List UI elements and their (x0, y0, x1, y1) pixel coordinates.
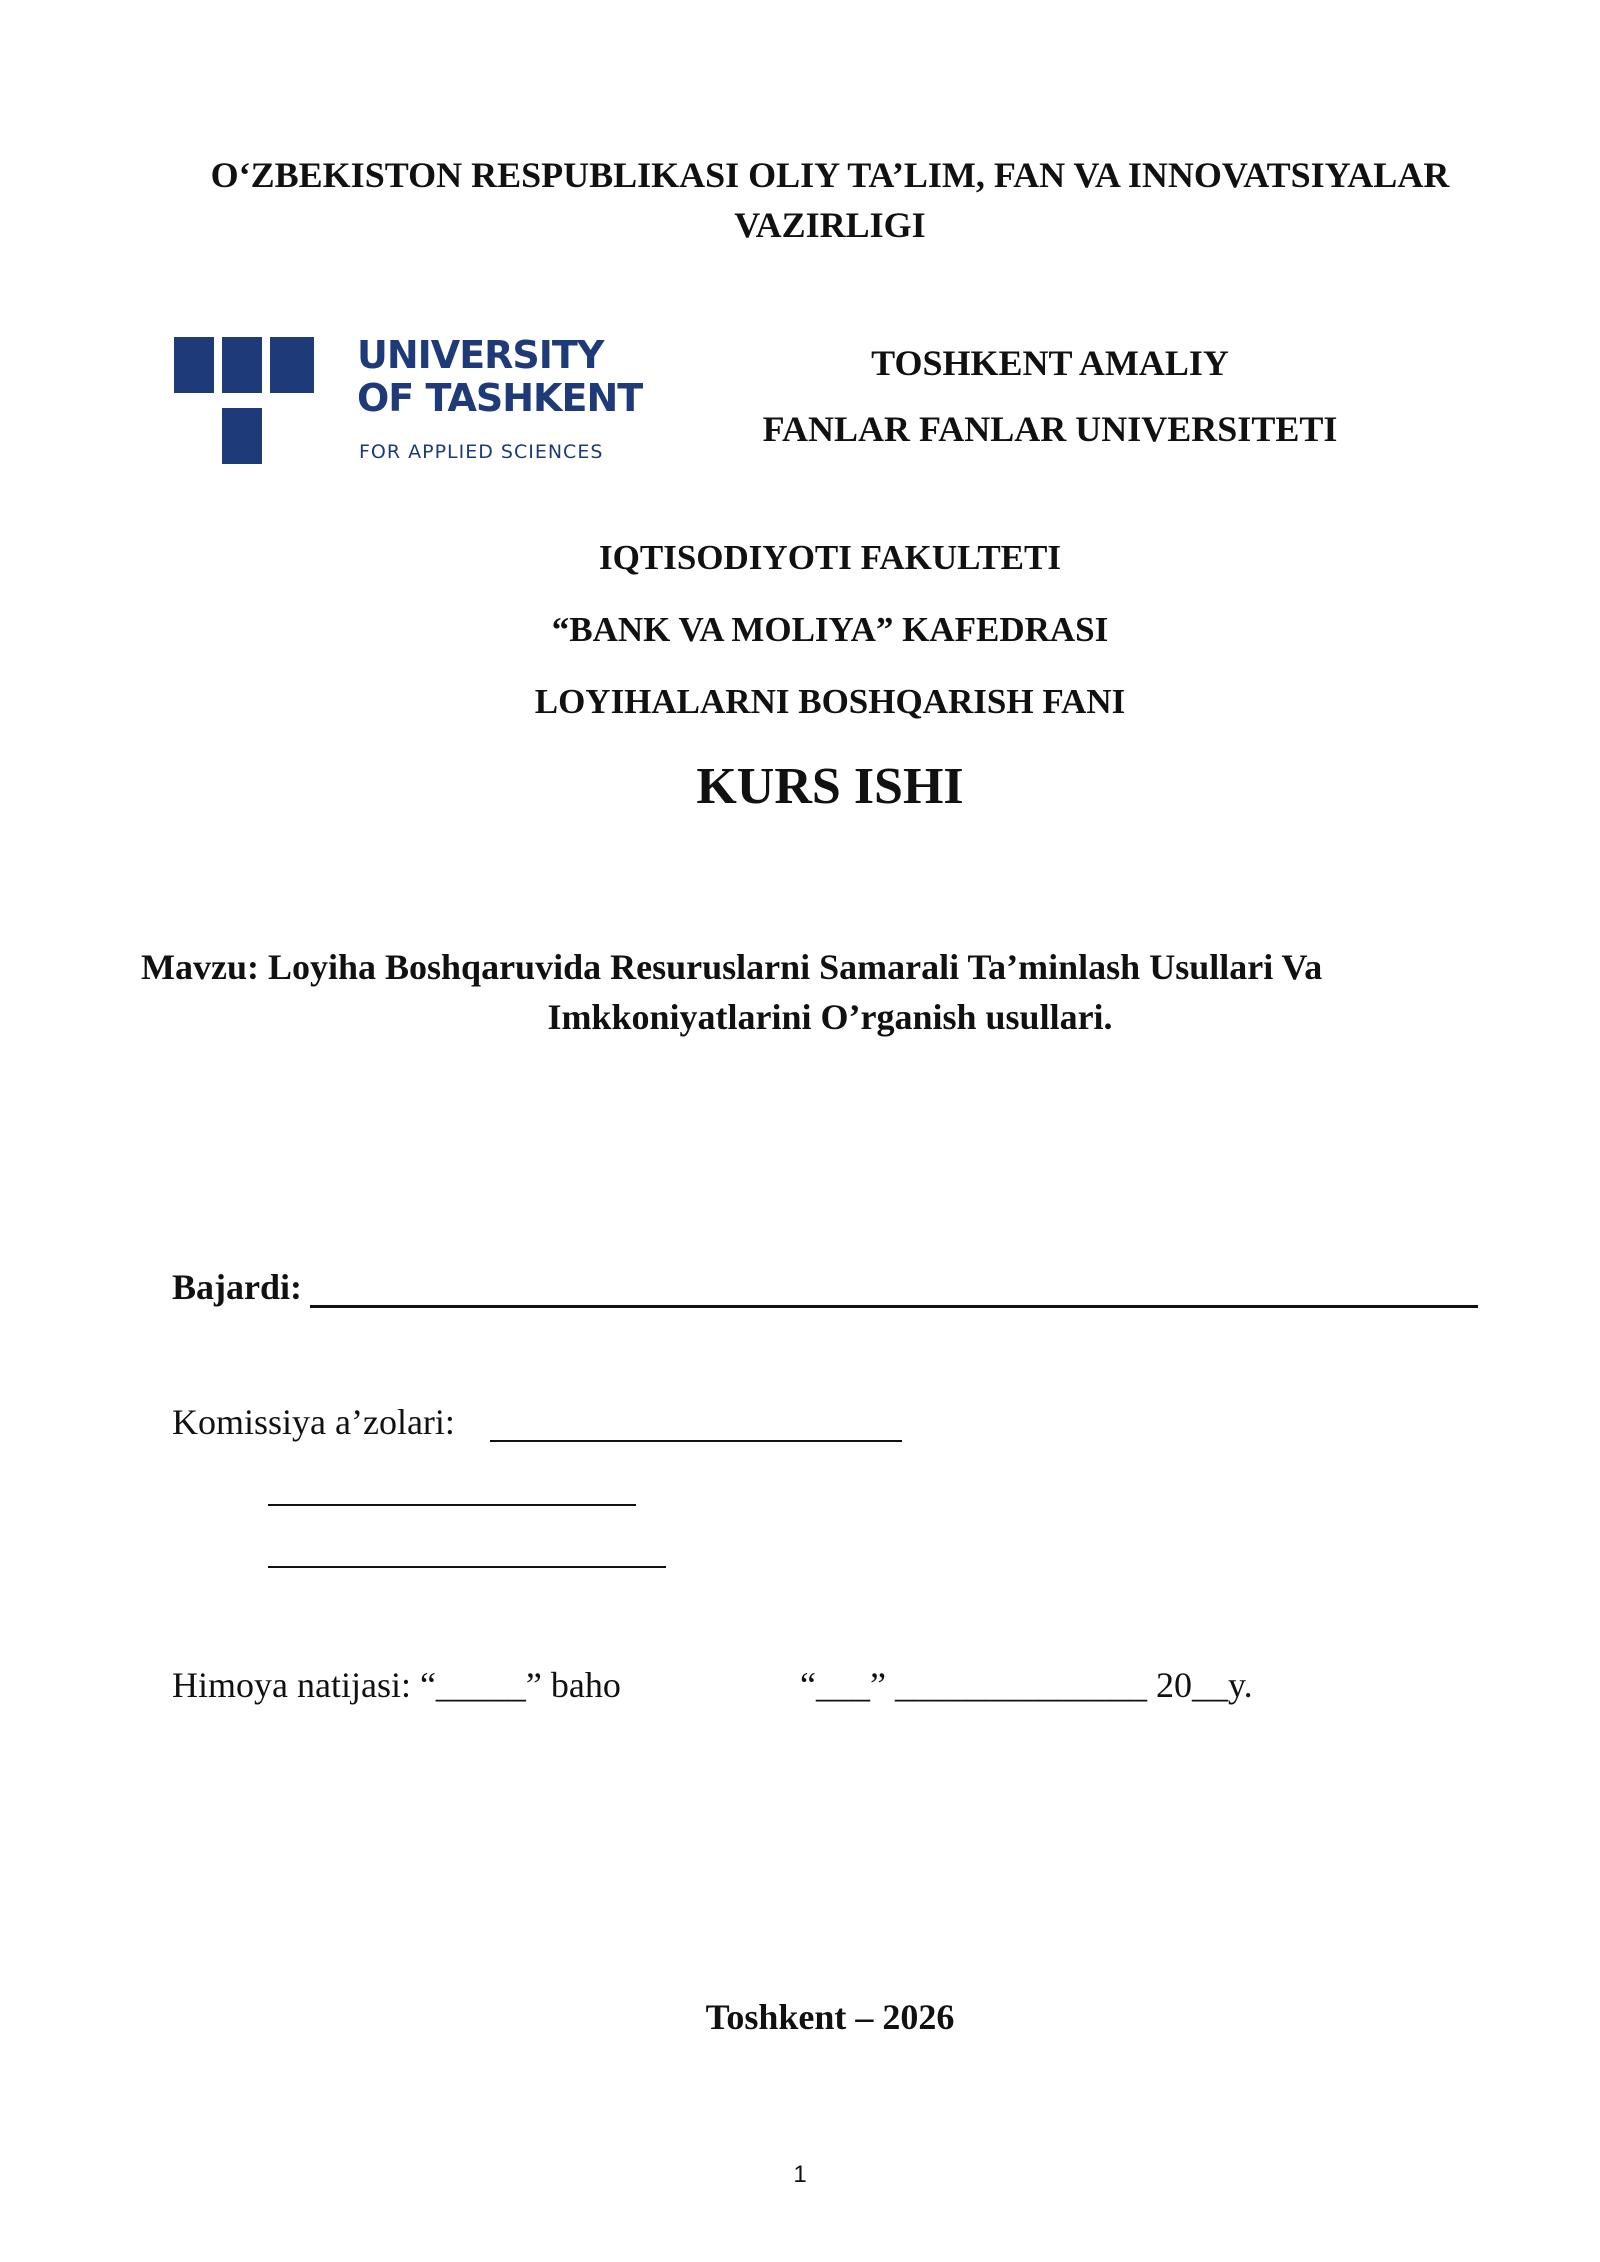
logo-text-line2: OF TASHKENT (357, 376, 643, 420)
department-name: “BANK VA MOLIYA” KAFEDRASI (551, 610, 1109, 649)
faculty-block (300, 522, 1360, 738)
commission-blank-line (268, 1566, 666, 1568)
city-year: Toshkent – 2026 (705, 1997, 955, 2037)
university-name (700, 330, 1400, 462)
logo-square-icon (222, 408, 262, 464)
university-name-line2: FANLAR FANLAR UNIVERSITETI (762, 409, 1338, 449)
topic-line2: Imkkoniyatlarini O’rganish usullari. (547, 997, 1113, 1037)
logo-square-icon (222, 337, 262, 393)
university-logo (174, 333, 643, 472)
document-type-title: KURS ISHI (696, 758, 964, 815)
commission-label: Komissiya a’zolari: (172, 1402, 455, 1442)
ministry-heading (150, 150, 1510, 250)
commission-blank-line (268, 1504, 636, 1506)
page-number: 1 (793, 2161, 807, 2188)
performer-label: Bajardi: (172, 1267, 302, 1307)
logo-square-icon (174, 337, 214, 393)
faculty-name: IQTISODIYOTI FAKULTETI (599, 538, 1061, 577)
commission-blank-line (490, 1440, 902, 1442)
defense-date: “___” ______________ 20__y. (800, 1665, 1253, 1705)
ministry-heading-line1: O‘ZBEKISTON RESPUBLIKASI OLIY TA’LIM, FAN VA INNOVATSIYALAR (210, 155, 1450, 195)
logo-text-line1: UNIVERSITY (357, 333, 604, 377)
ministry-heading-line2: VAZIRLIGI (734, 205, 926, 245)
logo-text-line3: FOR APPLIED SCIENCES (359, 441, 604, 463)
university-name-line1: TOSHKENT AMALIY (871, 343, 1229, 383)
topic-line1: Mavzu: Loyiha Boshqaruvida Resuruslarni Samarali Ta’minlash Usullari Va (141, 947, 1323, 987)
logo-square-icon (270, 337, 314, 393)
performer-blank-line (310, 1305, 1478, 1308)
subject-name: LOYIHALARNI BOSHQARISH FANI (534, 682, 1126, 721)
defense-result: Himoya natijasi: “_____” baho (172, 1665, 621, 1705)
